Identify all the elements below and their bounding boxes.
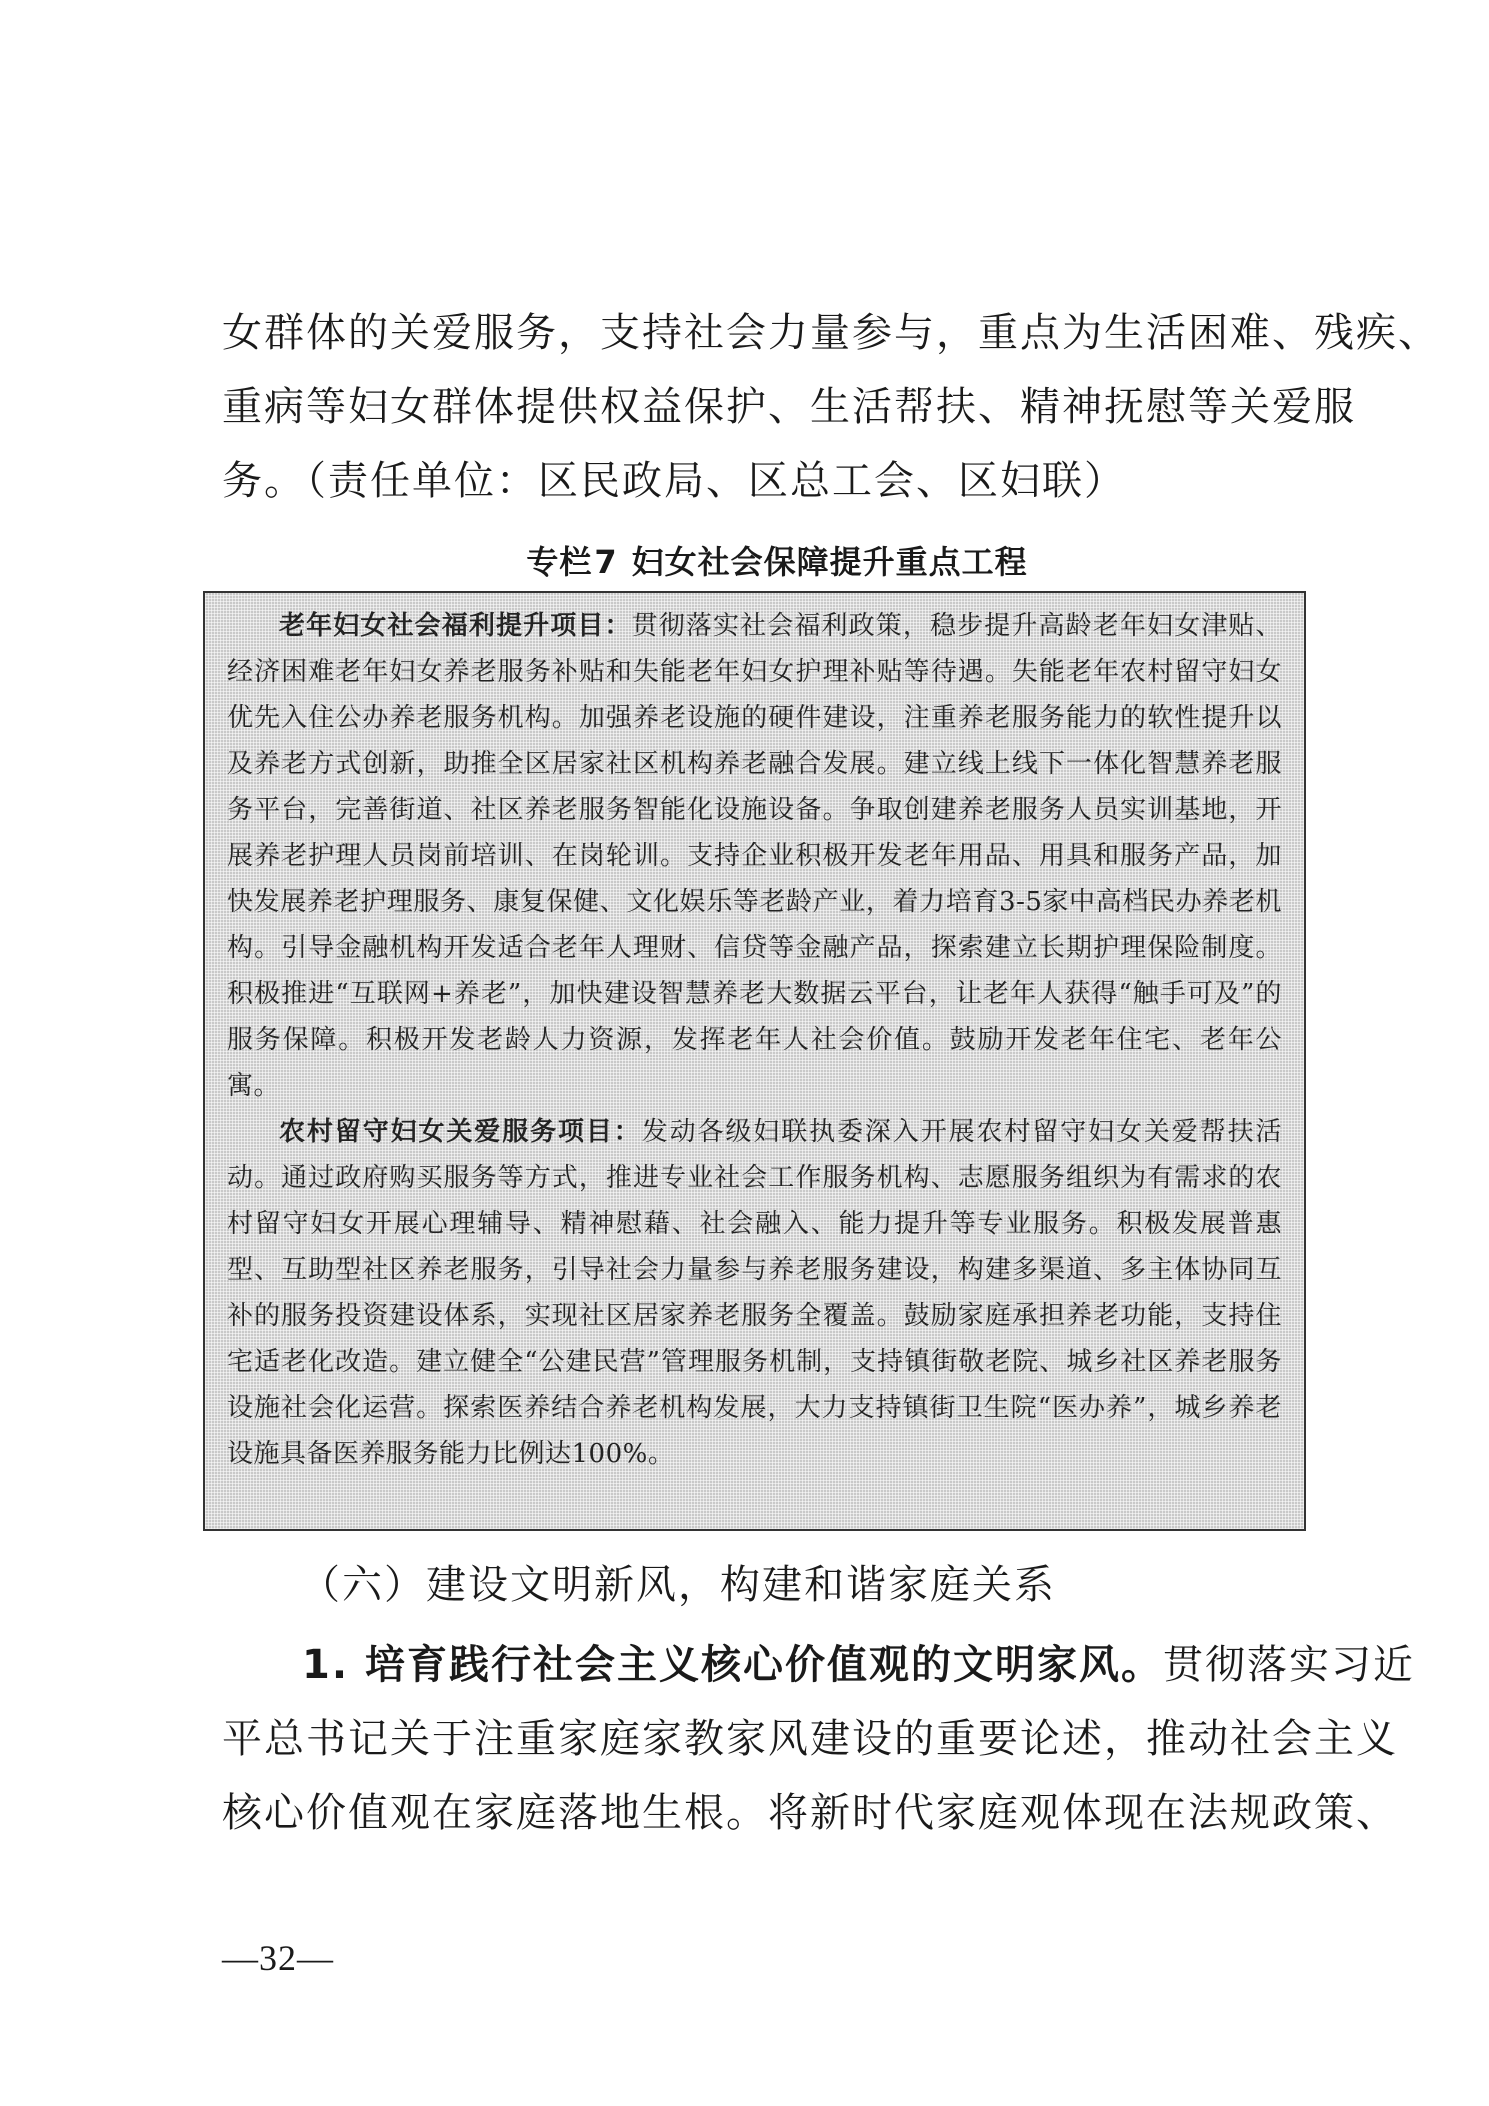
column-box (203, 591, 1306, 1531)
core-values-line-2: 平总书记关于注重家庭家教家风建设的重要论述，推动社会主义 (222, 1716, 1398, 1762)
page-number: —32— (222, 1938, 334, 1978)
box-item-rural-left-behind-text: 发动各级妇联执委深入开展农村留守妇女关爱帮扶活动。通过政府购买服务等方式，推进专业社会工作服务机构、志愿服务组织为有需求的农村留守妇女开展心理辅导、精神慰藉、社会融入、能力提升等专业服务。积极发展普惠型、互助型社区养老服务，引导社会力量参与养老服务建设，构建多渠道、多主体协同互补的服务投资建设体系，实现社区居家养老服务全覆盖。鼓励家庭承担养老功能，支持住宅适老化改造。建立健全“公建民营”管理服务机制，支持镇街敬老院、城乡社区养老服务设施社会化运营。探索医养结合养老机构发展，大力支持镇街卫生院“医办养”，城乡养老设施具备医养服务能力比例达100%。 (227, 1117, 1282, 1469)
box-item-elderly-welfare-text: 贯彻落实社会福利政策，稳步提升高龄老年妇女津贴、经济困难老年妇女养老服务补贴和失能老年妇女护理补贴等待遇。失能老年农村留守妇女优先入住公办养老服务机构。加强养老设施的硬件建设，注重养老服务能力的软性提升以及养老方式创新，助推全区居家社区机构养老融合发展。建立线上线下一体化智慧养老服务平台，完善街道、社区养老服务智能化设施设备。争取创建养老服务人员实训基地，开展养老护理人员岗前培训、在岗轮训。支持企业积极开发老年用品、用具和服务产品，加快发展养老护理服务、康复保健、文化娱乐等老龄产业，着力培育3-5家中高档民办养老机构。引导金融机构开发适合老年人理财、信贷等金融产品，探索建立长期护理保险制度。积极推进“互联网+养老”，加快建设智慧养老大数据云平台，让老年人获得“触手可及”的服务保障。积极开发老龄人力资源，发挥老年人社会价值。鼓励开发老年住宅、老年公寓。 (227, 611, 1282, 1101)
core-values-line-3: 核心价值观在家庭落地生根。将新时代家庭观体现在法规政策、 (222, 1790, 1398, 1836)
intro-paragraph (222, 296, 1440, 518)
intro-line-2: 重病等妇女群体提供权益保护、生活帮扶、精神抚慰等关爱服 (222, 384, 1356, 430)
intro-line-1: 女群体的关爱服务，支持社会力量参与，重点为生活困难、残疾、 (222, 310, 1440, 356)
box-title (222, 540, 1332, 584)
core-values-line-1-rest: 贯彻落实习近 (1162, 1642, 1415, 1688)
box-title-number: 7 (594, 543, 618, 581)
core-values-line-1 (222, 1628, 1415, 1702)
box-title-text: 妇女社会保障提升重点工程 (631, 543, 1028, 581)
box-item-elderly-welfare (227, 603, 1282, 1109)
core-values-paragraph (222, 1628, 1415, 1850)
intro-line-3: 务。（责任单位：区民政局、区总工会、区妇联） (222, 458, 1126, 504)
section-heading: （六）建设文明新风，构建和谐家庭关系 (300, 1562, 1056, 1608)
box-item-elderly-welfare-lead: 老年妇女社会福利提升项目： (279, 611, 632, 641)
box-title-label: 专栏 (526, 543, 593, 581)
box-item-rural-left-behind (227, 1109, 1282, 1477)
core-values-lead: 1. 培育践行社会主义核心价值观的文明家风。 (302, 1642, 1163, 1688)
box-item-rural-left-behind-lead: 农村留守妇女关爱服务项目： (279, 1117, 642, 1147)
